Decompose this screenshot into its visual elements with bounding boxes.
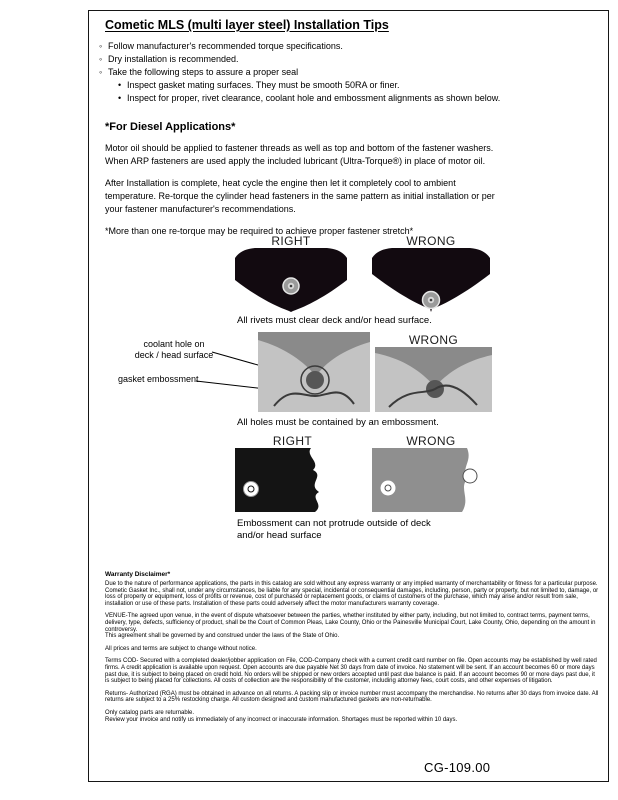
dot-bullet-icon: • <box>118 93 122 103</box>
rivet-clear-wrong-diagram <box>372 248 490 312</box>
circle-bullet-icon: ◦ <box>99 41 103 51</box>
retorque-note: *More than one re-torque may be required to achieve proper fastener stretch* <box>105 226 414 236</box>
row3-caption <box>237 518 431 541</box>
list-item <box>99 66 507 79</box>
intro-section <box>99 18 507 238</box>
dot-bullet-icon: • <box>118 80 122 90</box>
list-sub-item <box>118 92 507 105</box>
row3-wrong-label: WRONG <box>406 434 456 448</box>
disclaimer-paragraph: Review your invoice and notify us immediately of any incorrect or inaccurate information. Shortages must be reported within 10 days. <box>105 716 458 723</box>
disclaimer-paragraph: All prices and terms are subject to change without notice. <box>105 645 257 652</box>
rivet-clear-right-diagram <box>235 248 347 312</box>
row1-caption: All rivets must clear deck and/or head surface. <box>237 315 432 326</box>
circle-bullet-icon: ◦ <box>99 67 103 77</box>
callout-text: coolant hole on <box>143 339 205 349</box>
row1-wrong-label: WRONG <box>406 234 456 248</box>
disclaimer-paragraph: Only catalog parts are returnable. <box>105 709 195 716</box>
disclaimer-paragraph: VENUE-The agreed upon venue, in the event of dispute whatsoever between the parties, whether instituted by either party, including, but not limited to, contract terms, payment terms, delivery, type, defects, sufficiency of product, shall be the Court of Common Pleas, Lake County, Ohio or the Painesville Municipal Court, Lake County, Ohio, depending on the amount in controversy. <box>105 613 596 633</box>
hole-embossment-right-diagram <box>258 332 370 412</box>
disclaimer-paragraph: Returns- Authorized (RGA) must be obtained in advance on all returns. A packing slip or invoice number must accompany the merchandise. No returns after 30 days from invoice date. All returns are subject to a 25% restocking charge. All custom designed and custom manufactured gaskets are non-returnable. <box>105 690 599 704</box>
hole-embossment-wrong-diagram <box>375 347 492 412</box>
tip-text: Dry installation is recommended. <box>108 54 239 64</box>
warranty-disclaimer-heading: Warranty Disclaimer* <box>105 571 171 578</box>
embossment-protrude-right-diagram <box>235 448 350 512</box>
disclaimer-paragraph: This agreement shall be governed by and construed under the laws of the State of Ohio. <box>105 633 340 640</box>
row2-wrong-label: WRONG <box>408 333 459 347</box>
disclaimer-paragraph: Due to the nature of performance applications, the parts in this catalog are sold without any express warranty or any implied warranty of merchantability or fitness for a particular purpose. Cometic Gasket Inc., shall not, under any circumstances, be liable for any special, incidental or consequential damages, including, person, party or property, but not limited to, damage, or loss of property or equipment, loss of profits or revenue, cost of purchased or replacement goods, or claims of customers of the purchase, which may arise and/or result from sale, installation or use of these parts. Installation of these parts could adversely affect the motor manufacturers warranty coverage. <box>105 581 599 607</box>
warranty-disclaimer-body <box>105 581 599 729</box>
row1-right-label: RIGHT <box>271 234 311 248</box>
row3-right-label: RIGHT <box>272 434 313 448</box>
tip-text: Take the following steps to assure a proper seal <box>108 67 299 77</box>
tip-text: Follow manufacturer's recommended torque specifications. <box>108 41 343 51</box>
list-item <box>99 53 507 66</box>
caption-line: and/or head surface <box>237 529 322 541</box>
page-title: Cometic MLS (multi layer steel) Installation Tips <box>105 18 389 32</box>
diesel-paragraph: After Installation is complete, heat cycle the engine then let it completely cool to ambient temperature. Re-torque the cylinder head fasteners in the same pattern as initial installation or per your fastener manufacturer's recommendations. <box>105 178 495 214</box>
page-code: CG-109.00 <box>424 760 491 775</box>
circle-bullet-icon: ◦ <box>99 54 103 64</box>
caption-line: Embossment can not protrude outside of deck <box>237 518 431 529</box>
embossment-protrude-wrong-diagram <box>372 448 490 512</box>
callout-text: deck / head surface <box>134 349 214 360</box>
installation-tips-list <box>99 40 507 105</box>
row2-caption: All holes must be contained by an embossment. <box>237 417 439 428</box>
gasket-embossment-callout-label: gasket embossment <box>118 374 199 384</box>
diesel-applications-heading: *For Diesel Applications* <box>105 121 236 133</box>
diesel-paragraph: Motor oil should be applied to fastener threads as well as top and bottom of the fastener washers. When ARP fasteners are used apply the included lubricant (Ultra-Torque®) in place of motor oil. <box>105 143 494 166</box>
tip-text: Inspect gasket mating surfaces. They must be smooth 50RA or finer. <box>127 80 400 90</box>
disclaimer-paragraph: Terms COD- Secured with a completed dealer/jobber application on File, COD-Company check with a current credit card number on file. Open accounts may be established by well rated firms. A credit application is available upon request. Open accounts are due payable Net 30 days from date of invoice. No statement will be sent. If an account becomes 60 or more days past due, it is subject to being placed on credit hold. No orders will be shipped or new orders accepted until past due balance is paid. If an account becomes 90 or more days past due, it is subject to being placed for collections. All costs of collection are the responsibility of the customer, including attorney fees, court costs, and other expenses of litigation. <box>105 658 597 685</box>
tip-text: Inspect for proper, rivet clearance, coolant hole and embossment alignments as shown below. <box>127 93 501 103</box>
list-sub-item <box>118 79 507 92</box>
list-item <box>99 40 507 53</box>
